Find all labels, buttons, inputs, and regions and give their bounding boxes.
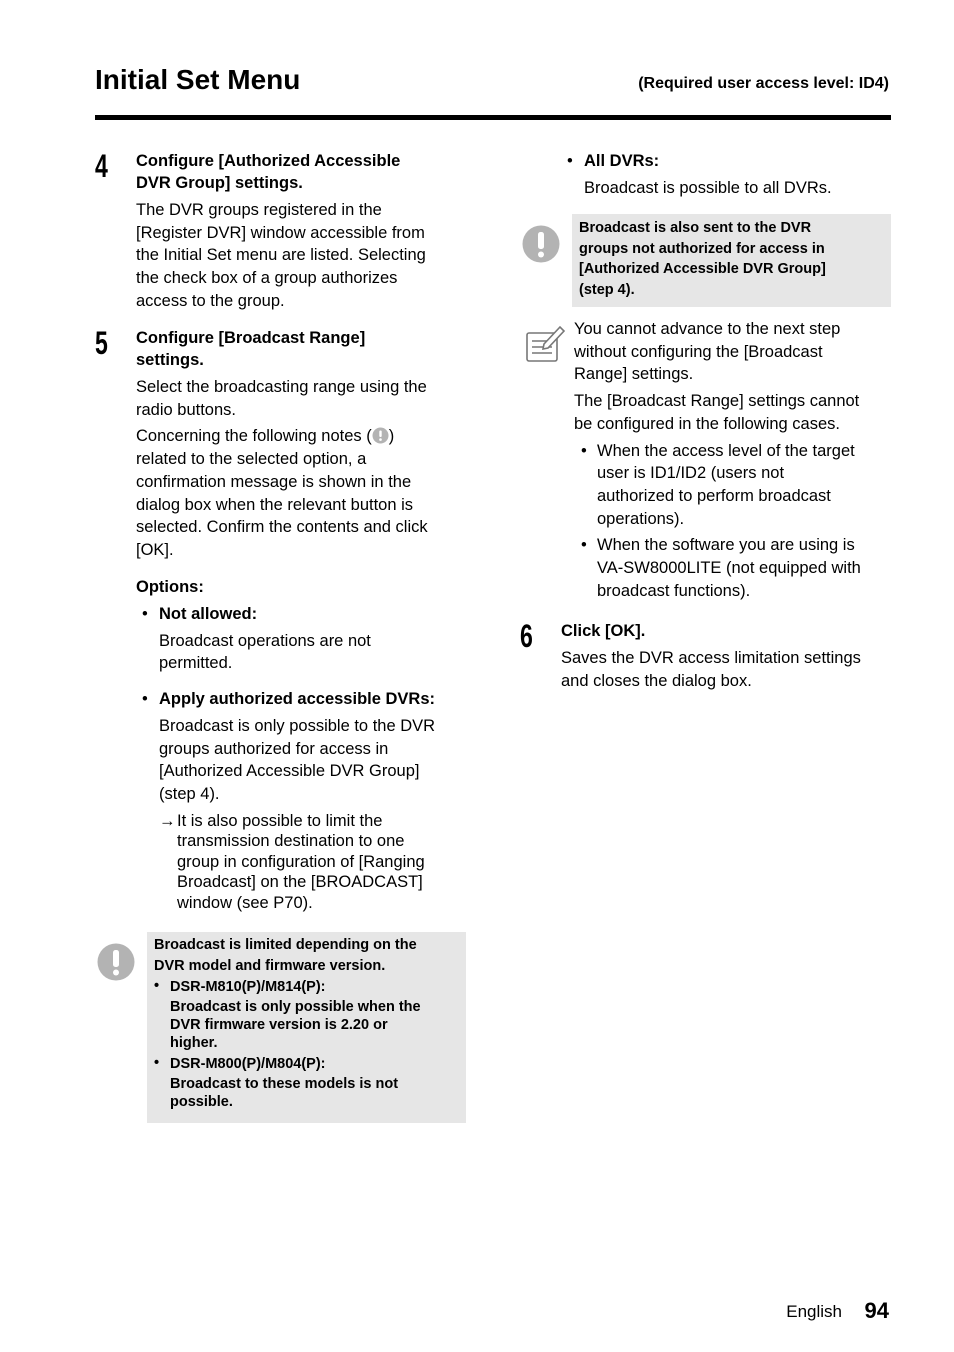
option-sub-note bbox=[159, 811, 476, 914]
step-5-heading-line1: Configure [Broadcast Range] bbox=[136, 329, 366, 347]
caution-item-label: DSR-M810(P)/M814(P): bbox=[170, 979, 326, 995]
note-line: Range] settings. bbox=[574, 365, 694, 384]
bullet: • bbox=[154, 1055, 160, 1071]
step-5 bbox=[136, 327, 476, 913]
bullet: • bbox=[567, 152, 573, 170]
body-line: dialog box when the relevant button is bbox=[136, 495, 414, 514]
caution-line: Broadcast is also sent to the DVR bbox=[579, 220, 812, 236]
memo-icon bbox=[524, 324, 566, 364]
caution-icon bbox=[97, 943, 135, 981]
options-label: Options: bbox=[136, 577, 204, 596]
bullet: • bbox=[581, 536, 587, 555]
caution-item-line: higher. bbox=[170, 1035, 218, 1051]
caution-item-line: DVR firmware version is 2.20 or bbox=[170, 1017, 388, 1033]
option-desc-line: Broadcast operations are not bbox=[159, 631, 371, 650]
note-bullet-line: When the access level of the target bbox=[597, 441, 855, 460]
option-label: Not allowed: bbox=[159, 604, 258, 623]
body-line: Select the broadcasting range using the bbox=[136, 378, 427, 396]
bullet: • bbox=[154, 978, 160, 994]
body-line: the check box of a group authorizes bbox=[136, 269, 398, 288]
caution-box-right bbox=[572, 214, 891, 307]
body-line: related to the selected option, a bbox=[136, 450, 367, 469]
step-number-5: 5 bbox=[95, 325, 108, 361]
step-5-heading-line2: settings. bbox=[136, 351, 204, 369]
bullet: • bbox=[581, 441, 587, 460]
option-desc-line: (step 4). bbox=[159, 785, 220, 804]
note-bullet-line: broadcast functions). bbox=[597, 581, 751, 600]
caution-line: DVR model and firmware version. bbox=[154, 957, 386, 974]
caution-icon bbox=[522, 225, 560, 263]
para2-first-text: Concerning the following notes ( bbox=[136, 427, 372, 446]
note-bullet-line: When the software you are using is bbox=[597, 536, 855, 555]
option-desc-line: Broadcast is only possible to the DVR bbox=[159, 717, 436, 736]
footer-language: English bbox=[786, 1302, 842, 1321]
caution-line: groups not authorized for access in bbox=[579, 240, 825, 257]
note-bullet-line: authorized to perform broadcast bbox=[597, 486, 831, 505]
body-line: [OK]. bbox=[136, 540, 174, 559]
option-apply-authorized bbox=[136, 688, 476, 913]
step-6 bbox=[561, 620, 896, 692]
caution-item-line: Broadcast is only possible when the bbox=[170, 999, 421, 1015]
para2-first-end: ) bbox=[388, 427, 395, 446]
caution-line: [Authorized Accessible DVR Group] bbox=[579, 261, 826, 277]
header-rule bbox=[95, 115, 891, 120]
option-all-dvrs bbox=[561, 150, 914, 200]
note-bullet-2 bbox=[574, 534, 894, 602]
caution-icon bbox=[372, 427, 389, 444]
page-title: Initial Set Menu bbox=[95, 64, 301, 95]
caution-item-label: DSR-M800(P)/M804(P): bbox=[170, 1056, 326, 1072]
caution-item-2 bbox=[154, 1054, 459, 1111]
option-label: Apply authorized accessible DVRs: bbox=[159, 690, 435, 709]
caution-line: (step 4). bbox=[579, 281, 635, 298]
note-bullet-line: user is ID1/ID2 (users not bbox=[597, 464, 785, 483]
body-line: confirmation message is shown in the bbox=[136, 472, 412, 491]
option-desc-line: permitted. bbox=[159, 654, 233, 673]
body-line bbox=[136, 425, 476, 448]
step-number-6: 6 bbox=[520, 618, 533, 654]
option-desc-line: groups authorized for access in bbox=[159, 739, 389, 758]
body-line: Saves the DVR access limitation settings bbox=[561, 649, 861, 667]
step-4-heading-line1: Configure [Authorized Accessible bbox=[136, 152, 401, 170]
caution-line: Broadcast is limited depending on the bbox=[154, 937, 417, 953]
caution-item-line: possible. bbox=[170, 1094, 233, 1110]
step-4-heading-line2: DVR Group] settings. bbox=[136, 174, 303, 192]
body-line: selected. Confirm the contents and click bbox=[136, 518, 428, 537]
body-line: and closes the dialog box. bbox=[561, 671, 752, 690]
step-4-body bbox=[136, 199, 476, 313]
note-bullet-line: operations). bbox=[597, 509, 685, 528]
note-line: without configuring the [Broadcast bbox=[574, 342, 823, 361]
body-line: The DVR groups registered in the bbox=[136, 201, 382, 219]
body-line: access to the group. bbox=[136, 291, 285, 310]
body-line: radio buttons. bbox=[136, 400, 236, 419]
note-bullet-1 bbox=[574, 440, 894, 531]
note-line: be configured in the following cases. bbox=[574, 414, 840, 433]
access-level: (Required user access level: ID4) bbox=[638, 75, 889, 92]
sub-note-line: group in configuration of [Ranging bbox=[177, 852, 425, 871]
note-bullet-line: VA-SW8000LITE (not equipped with bbox=[597, 559, 861, 578]
sub-note-line: window (see P70). bbox=[177, 893, 313, 912]
caution-item-1 bbox=[154, 977, 459, 1052]
arrow-icon: → bbox=[159, 811, 176, 830]
step-6-heading: Click [OK]. bbox=[561, 622, 646, 640]
body-line: [Register DVR] window accessible from bbox=[136, 223, 425, 242]
bullet: • bbox=[142, 604, 148, 623]
body-line: the Initial Set menu are listed. Selecting bbox=[136, 246, 426, 265]
option-desc-line: [Authorized Accessible DVR Group] bbox=[159, 762, 420, 781]
sub-note-line: Broadcast] on the [BROADCAST] bbox=[177, 873, 423, 892]
option-not-allowed bbox=[136, 603, 476, 675]
memo-note bbox=[574, 318, 894, 602]
sub-note-line: transmission destination to one bbox=[177, 832, 405, 851]
caution-box-left bbox=[147, 932, 466, 1123]
sub-note-line: It is also possible to limit the bbox=[177, 811, 383, 830]
option-desc-line: Broadcast is possible to all DVRs. bbox=[584, 179, 832, 197]
page-number: 94 bbox=[864, 1298, 889, 1323]
note-line: The [Broadcast Range] settings cannot bbox=[574, 392, 860, 411]
note-line: You cannot advance to the next step bbox=[574, 320, 841, 338]
step-5-para2 bbox=[136, 425, 476, 561]
step-5-para1 bbox=[136, 376, 476, 421]
step-number-4: 4 bbox=[95, 148, 108, 184]
bullet: • bbox=[142, 690, 148, 709]
caution-item-line: Broadcast to these models is not bbox=[170, 1076, 399, 1092]
option-label: All DVRs: bbox=[584, 152, 660, 170]
step-4 bbox=[136, 150, 476, 313]
